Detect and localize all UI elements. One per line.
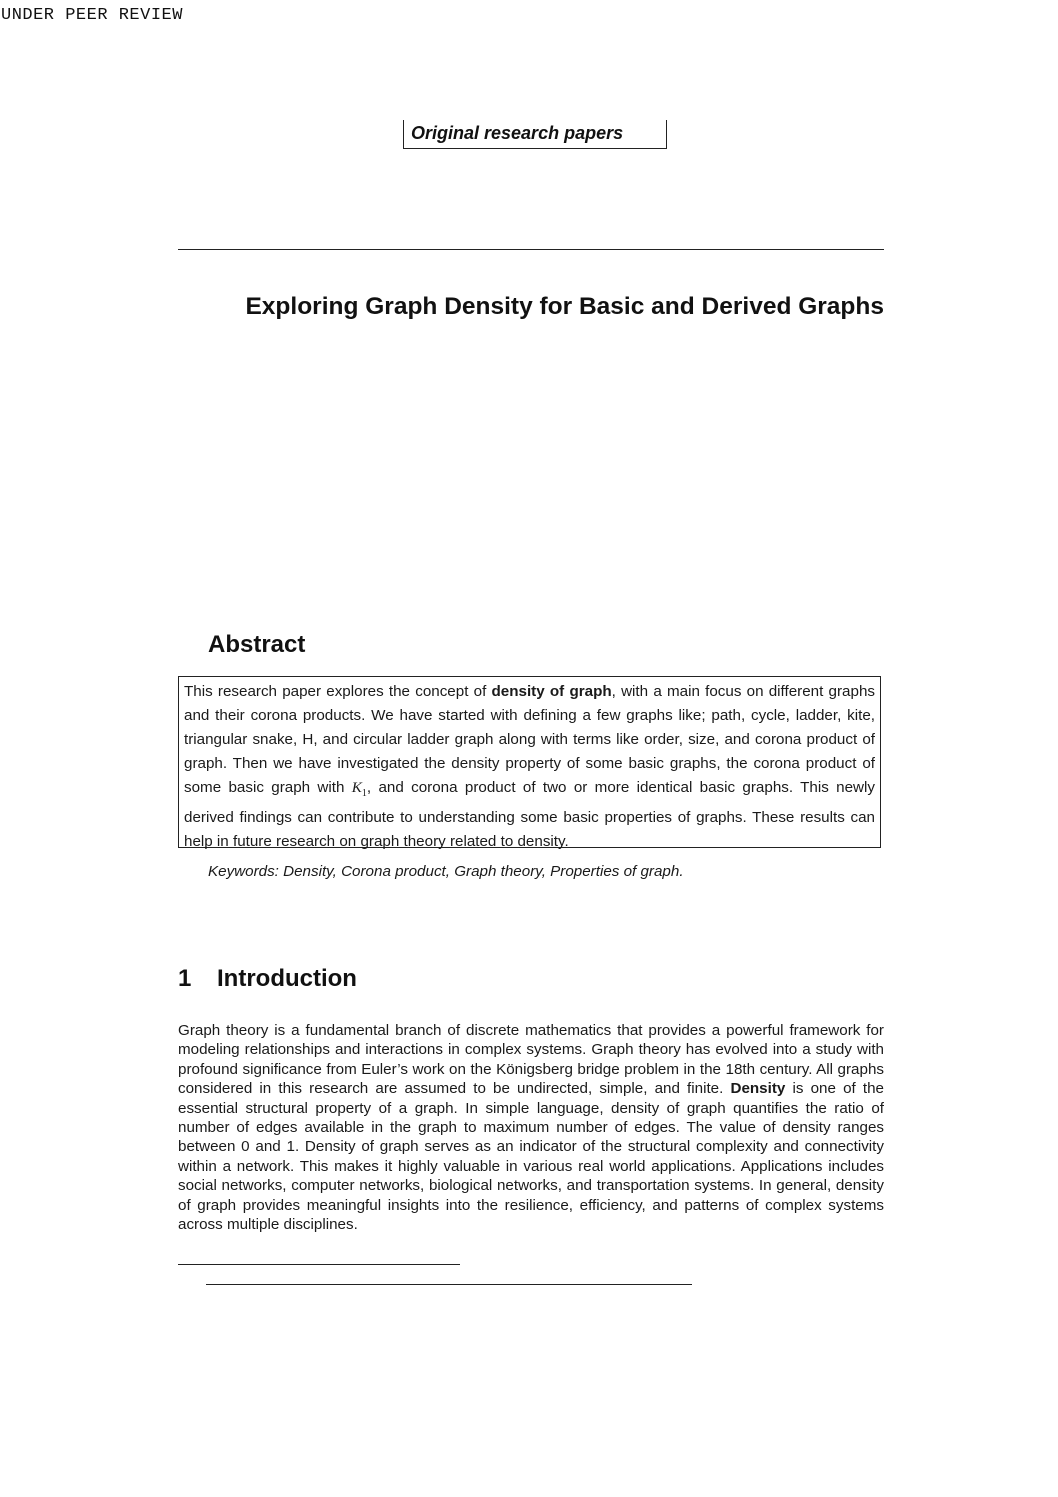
abstract-box: [178, 676, 881, 851]
footnote-line: [206, 1284, 692, 1285]
introduction-paragraph: [178, 1021, 884, 1234]
abstract-text-part3: , and corona product of two or more identical basic graphs. This newly derived findings can contribute to understanding some basic properties of graphs. These results can help in future research on graph theory related to density.: [184, 779, 875, 851]
math-k-subscript: 1: [361, 788, 367, 800]
section-label: Original research papers: [403, 120, 667, 149]
math-k-symbol: K: [351, 779, 362, 796]
title-rule: [178, 249, 884, 250]
paper-title: Exploring Graph Density for Basic and Derived Graphs: [245, 293, 884, 320]
intro-bold-term: Density: [730, 1080, 786, 1098]
abstract-text-part2: , with a main focus on different graphs and their corona products. We have started with defining a few graphs like; path, cycle, ladder, kite, triangular snake, H, and circular ladder graph along with terms like order, size, and corona product of graph. Then we have investigated the density property of some basic graphs, the corona product of some basic graph with: [184, 683, 875, 796]
abstract-text-part1: This research paper explores the concept of: [184, 683, 492, 700]
introduction-heading: [178, 965, 357, 993]
math-k1: [351, 779, 367, 800]
intro-text-part1: Graph theory is a fundamental branch of discrete mathematics that provides a powerful framework for modeling relationships and interactions in complex systems. Graph theory has evolved into a study with profound significance from Euler’s work on the Königsberg bridge problem in the 18th century. All graphs considered in this research are assumed to be undirected, simple, and finite.: [178, 1022, 884, 1098]
section-number: 1: [178, 965, 192, 992]
keywords: Keywords: Density, Corona product, Graph theory, Properties of graph.: [208, 863, 684, 880]
abstract-bold-term: density of graph: [491, 683, 612, 700]
peer-review-watermark: UNDER PEER REVIEW: [1, 6, 183, 25]
abstract-heading: Abstract: [208, 631, 306, 658]
intro-text-part2: is one of the essential structural property of a graph. In simple language, density of graph quantifies the ratio of number of edges available in the graph to maximum number of edges. The value of density ranges between 0 and 1. Density of graph serves as an indicator of the structural complexity and connectivity within a network. This makes it highly valuable in various real world applications. Applications includes social networks, computer networks, biological networks, and transportation systems. In general, density of graph provides meaningful insights into the resilience, efficiency, and patterns of complex systems across multiple disciplines.: [178, 1080, 884, 1234]
footnote-rule: [178, 1264, 460, 1265]
section-title: Introduction: [217, 965, 357, 992]
